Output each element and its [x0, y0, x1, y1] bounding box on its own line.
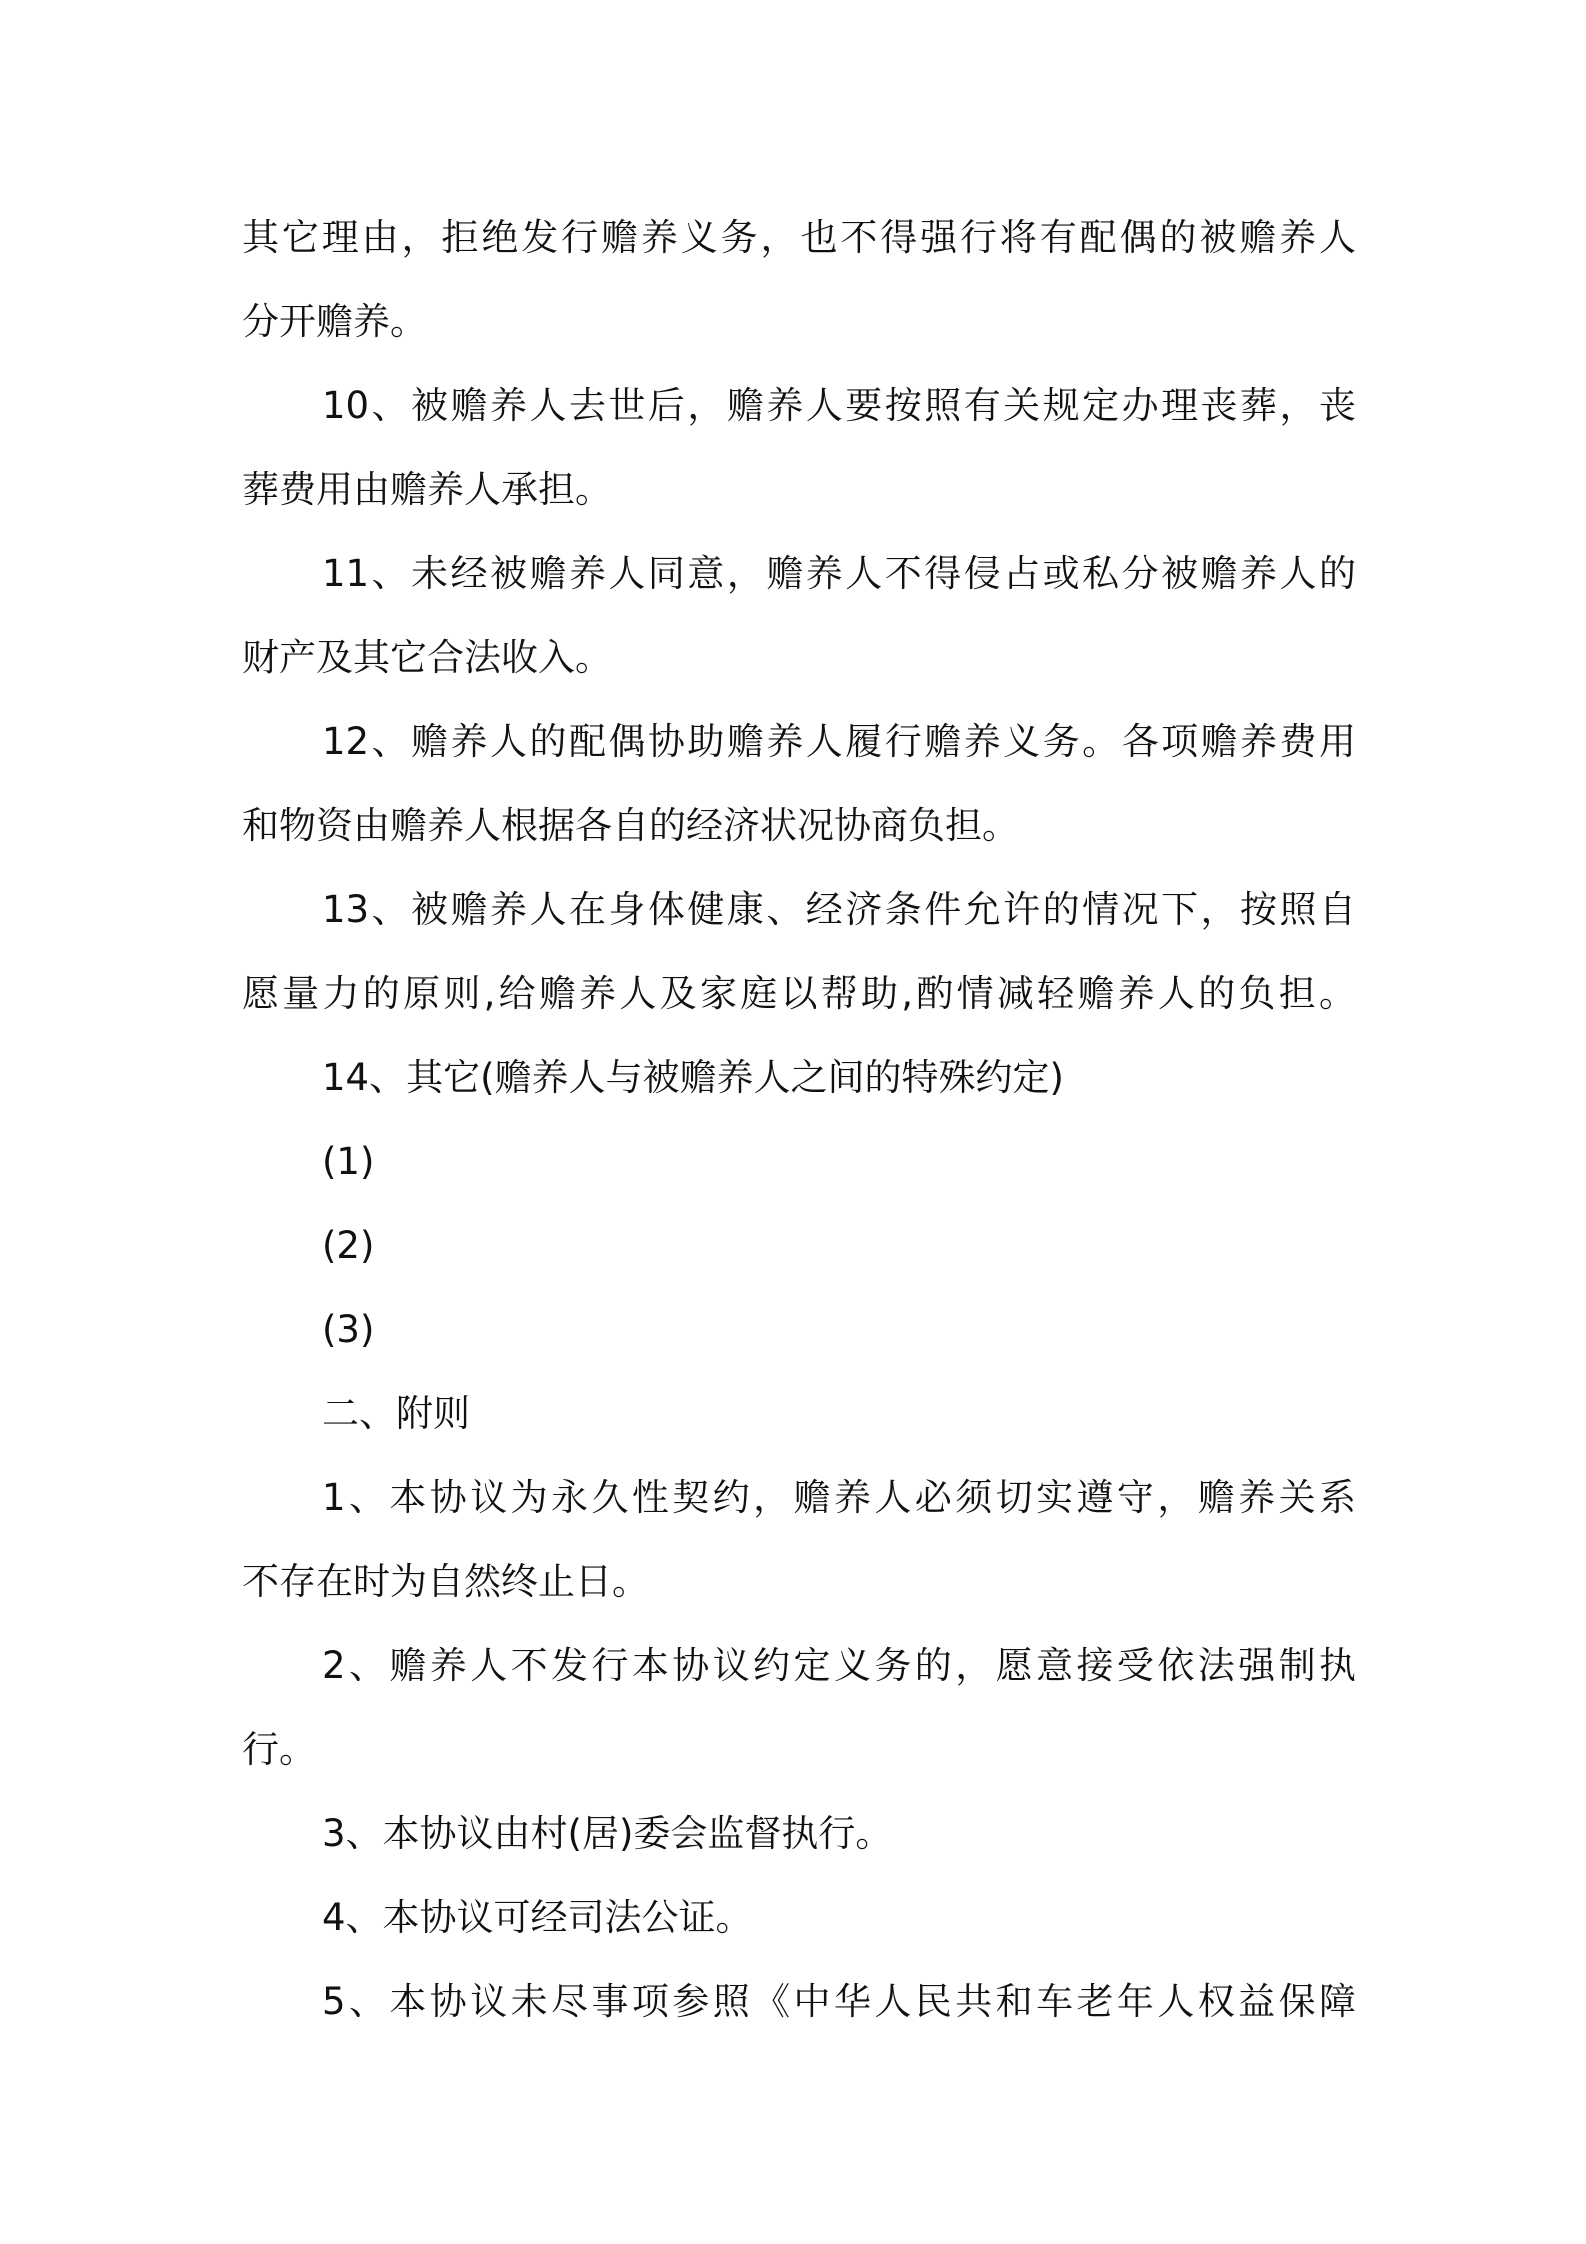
document-line: 13、被赡养人在身体健康、经济条件允许的情况下，按照自: [322, 888, 1356, 931]
document-line: 葬费用由赡养人承担。: [242, 468, 612, 511]
document-line: 3、本协议由村(居)委会监督执行。: [322, 1812, 893, 1855]
document-line: 行。: [242, 1728, 316, 1771]
document-body: [242, 196, 1356, 2044]
document-line: 不存在时为自然终止日。: [242, 1560, 649, 1603]
document-line: 其它理由，拒绝发行赡养义务，也不得强行将有配偶的被赡养人: [242, 216, 1356, 259]
document-line: (1): [322, 1140, 375, 1183]
document-line: 11、未经被赡养人同意，赡养人不得侵占或私分被赡养人的: [322, 552, 1356, 595]
document-line: 财产及其它合法收入。: [242, 636, 612, 679]
document-line: 1、本协议为永久性契约，赡养人必须切实遵守，赡养关系: [322, 1476, 1356, 1519]
document-line: 和物资由赡养人根据各自的经济状况协商负担。: [242, 804, 1019, 847]
document-line: 二、附则: [322, 1392, 470, 1435]
document-line: 5、本协议未尽事项参照《中华人民共和车老年人权益保障: [322, 1980, 1356, 2023]
document-line: 12、赡养人的配偶协助赡养人履行赡养义务。各项赡养费用: [322, 720, 1356, 763]
document-line: (2): [322, 1224, 375, 1267]
document-line: 愿量力的原则,给赡养人及家庭以帮助,酌情减轻赡养人的负担。: [242, 972, 1356, 1015]
document-line: (3): [322, 1308, 375, 1351]
document-line: 14、其它(赡养人与被赡养人之间的特殊约定): [322, 1056, 1064, 1099]
document-line: 10、被赡养人去世后，赡养人要按照有关规定办理丧葬，丧: [322, 384, 1356, 427]
document-line: 2、赡养人不发行本协议约定义务的，愿意接受依法强制执: [322, 1644, 1356, 1687]
document-line: 4、本协议可经司法公证。: [322, 1896, 753, 1939]
document-line: 分开赡养。: [242, 300, 427, 343]
